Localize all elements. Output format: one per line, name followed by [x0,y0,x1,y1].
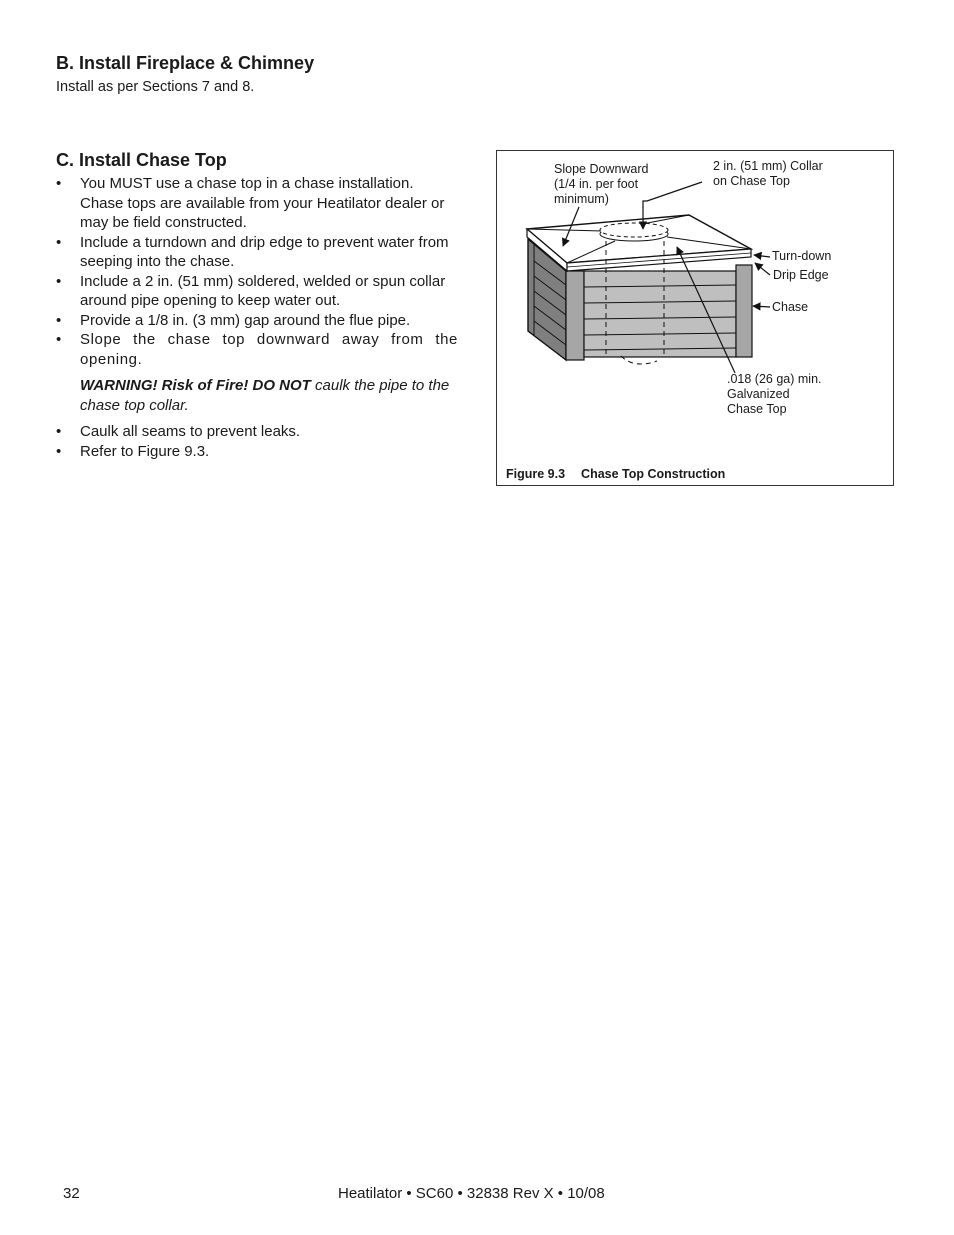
footer-doc-info: Heatilator • SC60 • 32838 Rev X • 10/08 [338,1185,605,1202]
label-slope-downward [554,162,649,207]
label-line: Slope Downward [554,162,649,176]
bullet-list-1 [56,174,458,369]
list-item: • You MUST use a chase top in a chase installation. Chase tops are available from your Heatilator dealer or may be field constructed. [56,174,458,233]
bullet-list-2 [56,422,458,461]
caption-title: Chase Top Construction [581,467,726,481]
warning-bold: WARNING! Risk of Fire! DO NOT [80,377,311,394]
figure-chase-top [496,150,894,486]
figure-caption [506,467,725,481]
section-b-text: Install as per Sections 7 and 8. [56,79,255,95]
label-turn-down: Turn-down [772,249,832,263]
label-line: Galvanized [727,387,790,401]
label-chase: Chase [772,300,809,314]
section-c-heading: C. Install Chase Top [56,150,227,170]
label-line: 2 in. (51 mm) Collar [713,159,823,173]
list-item: • Provide a 1/8 in. (3 mm) gap around the flue pipe. [56,311,458,331]
warning-note [56,376,458,415]
list-item: • Caulk all seams to prevent leaks. [56,422,458,442]
label-galvanized [727,372,822,417]
list-item: • Refer to Figure 9.3. [56,442,458,462]
section-b-heading: B. Install Fireplace & Chimney [56,53,315,73]
caption-number: Figure 9.3 [506,467,566,481]
list-item: • Slope the chase top downward away from the opening. [56,330,458,369]
label-line: on Chase Top [713,174,790,188]
label-line: (1/4 in. per foot [554,177,639,191]
label-drip-edge: Drip Edge [773,268,829,282]
section-c-body [56,174,458,461]
label-line: Chase Top [727,402,787,416]
label-line: .018 (26 ga) min. [727,372,822,386]
warning-text: caulk the pipe to the chase top collar. [80,377,450,414]
label-collar [713,159,823,189]
page-number: 32 [63,1185,80,1202]
label-line: minimum) [554,192,609,206]
list-item: • Include a turndown and drip edge to prevent water from seeping into the chase. [56,233,458,272]
list-item: • Include a 2 in. (51 mm) soldered, welded or spun collar around pipe opening to keep water out. [56,272,458,311]
